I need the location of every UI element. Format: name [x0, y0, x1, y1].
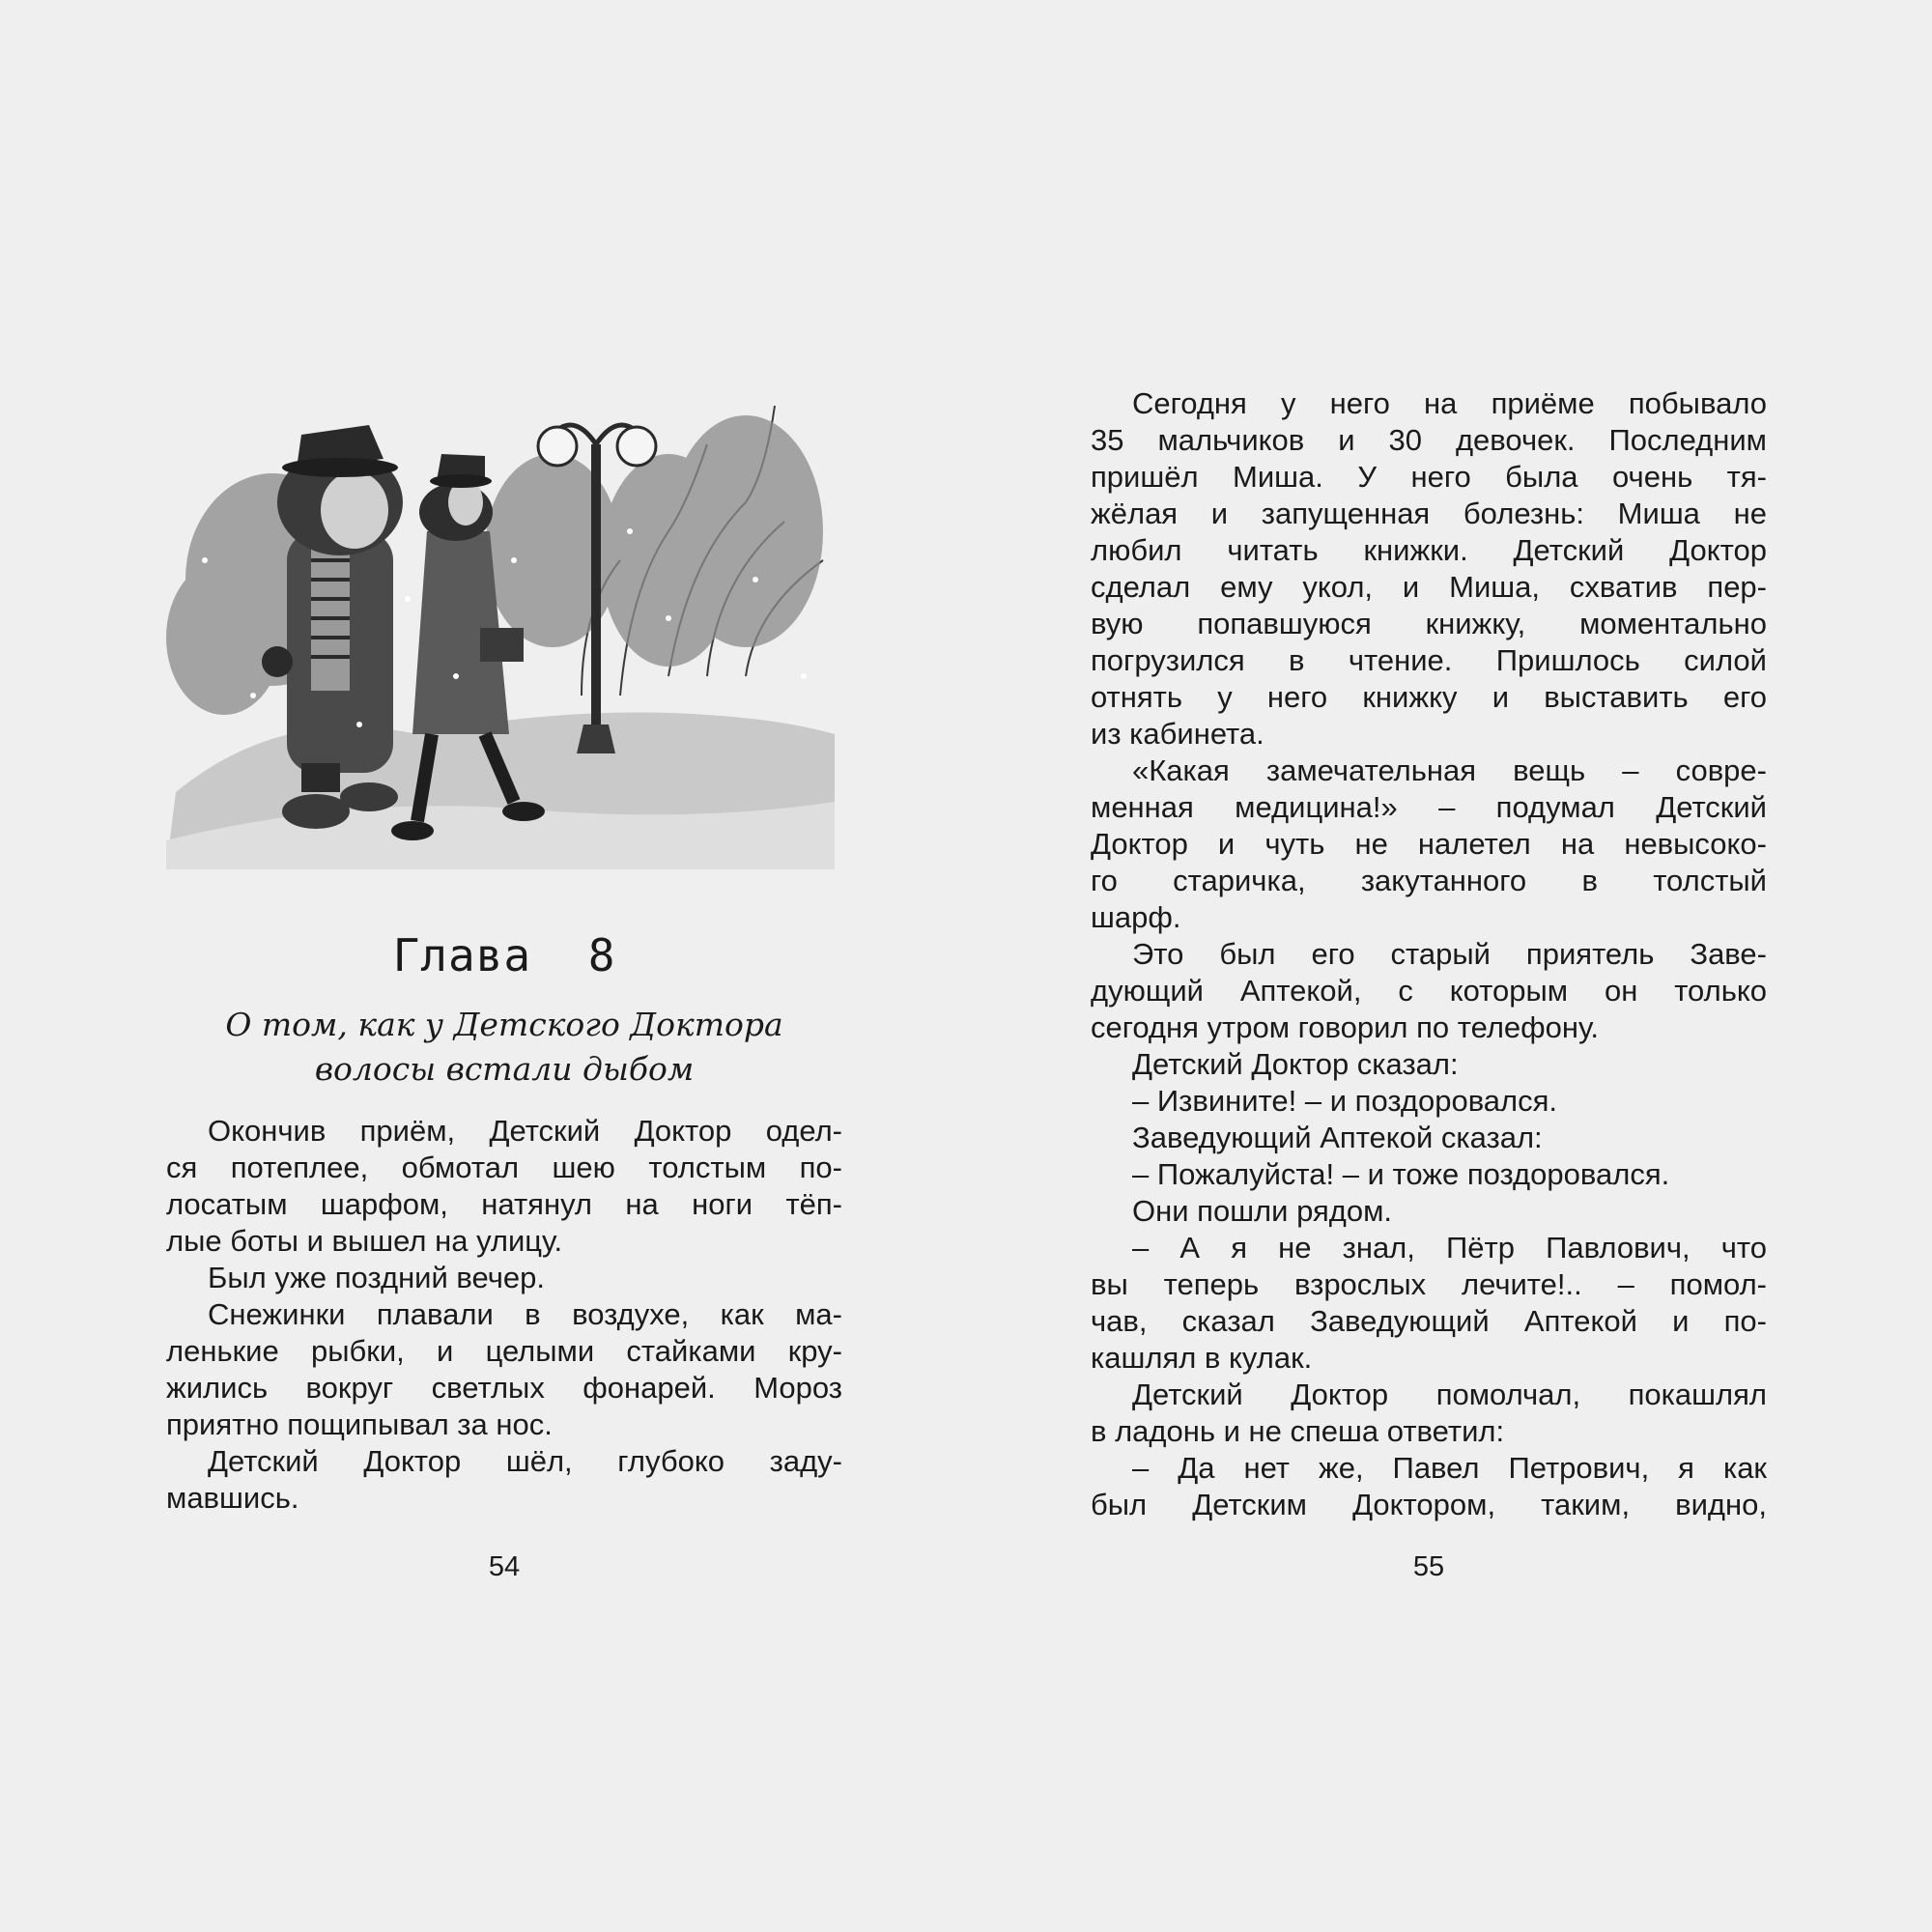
text-line: ся потеплее, обмотал шею толстым по-: [166, 1151, 842, 1184]
text-line: пришёл Миша. У него была очень тя-: [1091, 460, 1767, 494]
text-line: Сегодня у него на приёме побывало: [1132, 386, 1767, 420]
page-number-left: 54: [488, 1551, 521, 1582]
text-line: – Пожалуйста! – и тоже поздоровался.: [1132, 1157, 1670, 1191]
text-line: жились вокруг светлых фонарей. Мороз: [166, 1371, 842, 1405]
text-line: отнять у него книжку и выставить его: [1091, 680, 1767, 714]
subtitle-line: волосы встали дыбом: [314, 1050, 695, 1088]
text-line: лые боты и вышел на улицу.: [166, 1224, 563, 1258]
chapter-title: Глава 8: [392, 929, 616, 981]
text-line: – Извините! – и поздоровался.: [1132, 1084, 1558, 1118]
text-line: Детский Доктор шёл, глубоко заду-: [208, 1444, 842, 1478]
text-line: в ладонь и не спеша ответил:: [1091, 1414, 1505, 1448]
left-page-body: [166, 1113, 842, 1517]
text-line: был Детским Доктором, таким, видно,: [1091, 1488, 1767, 1521]
text-line: – А я не знал, Пётр Павлович, что: [1132, 1231, 1767, 1264]
text-line: 35 мальчиков и 30 девочек. Последним: [1091, 423, 1767, 457]
text-line: чав, сказал Заведующий Аптекой и по-: [1091, 1304, 1767, 1338]
text-line: жёлая и запущенная болезнь: Миша не: [1091, 497, 1767, 530]
text-line: кашлял в кулак.: [1091, 1341, 1313, 1375]
text-line: вы теперь взрослых лечите!.. – помол-: [1091, 1267, 1767, 1301]
text-line: – Да нет же, Павел Петрович, я как: [1132, 1451, 1767, 1485]
text-line: лосатым шарфом, натянул на ноги тёп-: [166, 1187, 842, 1221]
text-line: Это был его старый приятель Заве-: [1132, 937, 1767, 971]
text-line: сделал ему укол, и Миша, схватив пер-: [1091, 570, 1767, 604]
text-line: Детский Доктор сказал:: [1132, 1047, 1459, 1081]
text-line: из кабинета.: [1091, 717, 1264, 751]
text-line: мавшись.: [166, 1481, 299, 1515]
text-line: дующий Аптекой, с которым он только: [1091, 974, 1767, 1008]
text-line: шарф.: [1091, 900, 1181, 934]
text-line: «Какая замечательная вещь – совре-: [1132, 753, 1767, 787]
text-line: Окончив приём, Детский Доктор одел-: [208, 1114, 842, 1148]
text-line: Они пошли рядом.: [1132, 1194, 1393, 1228]
text-line: ленькие рыбки, и целыми стайками кру-: [166, 1334, 842, 1368]
subtitle-line: О том, как у Детского Доктора: [225, 1006, 783, 1043]
text-line: го старичка, закутанного в толстый: [1091, 864, 1767, 897]
text-line: менная медицина!» – подумал Детский: [1091, 790, 1767, 824]
text-line: погрузился в чтение. Пришлось силой: [1091, 643, 1767, 677]
right-page-body: [1091, 385, 1767, 1523]
text-line: Детский Доктор помолчал, покашлял: [1132, 1378, 1767, 1411]
text-line: любил читать книжки. Детский Доктор: [1091, 533, 1767, 567]
page-number-right: 55: [1412, 1551, 1445, 1582]
text-line: приятно пощипывал за нос.: [166, 1407, 553, 1441]
text-line: вую попавшуюся книжку, моментально: [1091, 607, 1767, 640]
text-line: Снежинки плавали в воздухе, как ма-: [208, 1297, 842, 1331]
text-line: Был уже поздний вечер.: [208, 1261, 546, 1294]
text-line: Заведующий Аптекой сказал:: [1132, 1121, 1543, 1154]
chapter-subtitle: [166, 1003, 842, 1092]
chapter-illustration: [166, 386, 835, 869]
text-line: сегодня утром говорил по телефону.: [1091, 1010, 1600, 1044]
text-line: Доктор и чуть не налетел на невысоко-: [1091, 827, 1767, 861]
